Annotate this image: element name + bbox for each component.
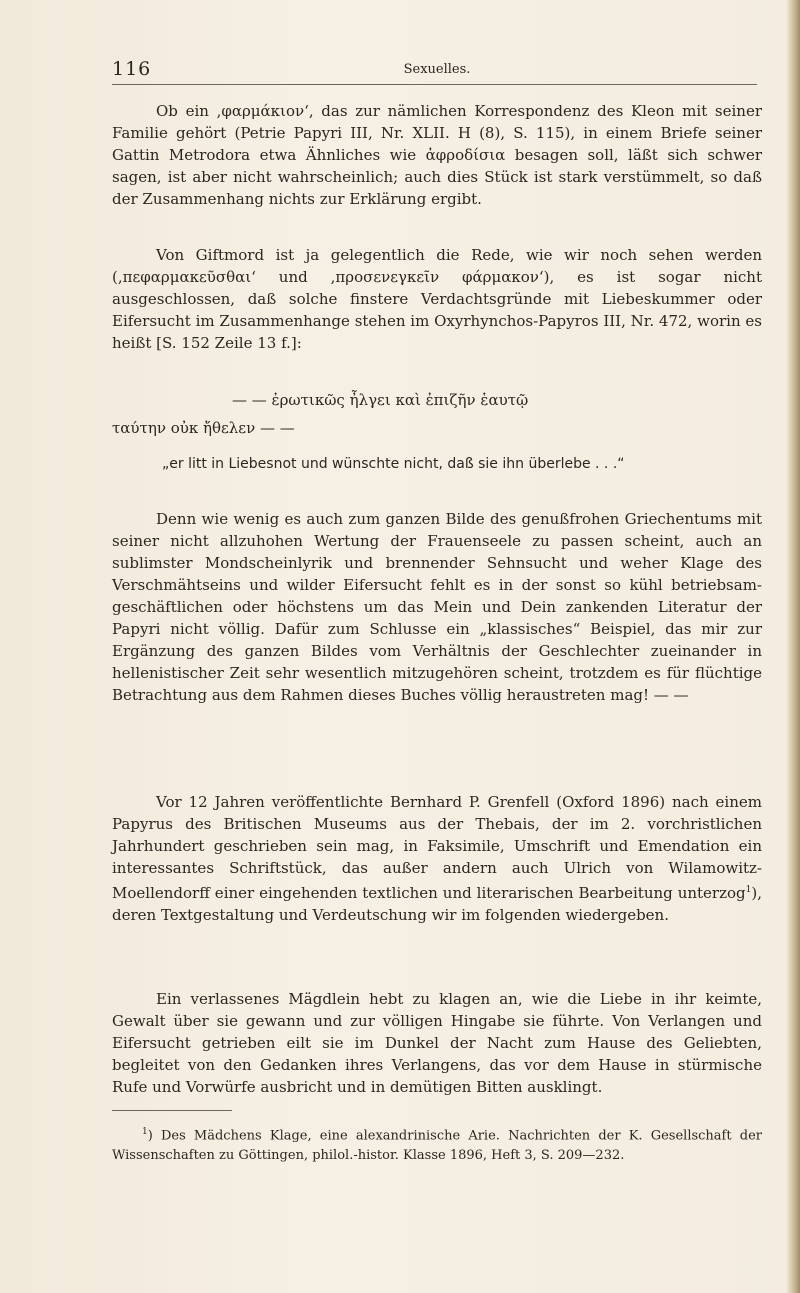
greek-quote-line-1: — — ἐρωτικῶς ἦλγει καὶ ἐπιζῆν ἑαυτῷ <box>232 391 529 409</box>
greek-quote-line-2: ταύτην οὐκ ἤθελεν — — <box>112 419 295 437</box>
footnote-reference: 1 <box>745 885 752 895</box>
footnote-marker: 1 <box>142 1127 148 1137</box>
footnote-text: ) Des Mädchens Klage, eine alexandrinische Arie. Nachrichten der K. Gesellschaft der Wissenschaften zu Göttingen, philol.-histor. Klasse 1896, Heft 3, S. 209—232. <box>112 1128 762 1164</box>
paragraph-1 <box>112 100 762 210</box>
page-header <box>112 58 762 84</box>
paragraph-5-text: Ein verlassenes Mägdlein hebt zu klagen an, wie die Liebe in ihr keimte, Gewalt über sie gewann und zur völligen Hingabe sie führte. Von Verlangen und Eifersucht getrieben eilt sie im Dunkel der Nacht zum Hause des Geliebten, begleitet von den Gedanken ihres Verlangens, das vor dem Hause in stürmische Rufe und Vorwürfe ausbricht und in demütigen Bitten ausklingt. <box>112 990 762 1096</box>
paragraph-5 <box>112 988 762 1098</box>
running-head: Sexuelles. <box>403 62 471 77</box>
footnote-rule <box>112 1110 232 1111</box>
header-rule <box>112 84 757 85</box>
paragraph-3 <box>112 508 762 706</box>
paragraph-4-text-end: ), deren Textgestaltung und Verdeutschung wir im folgenden wiedergeben. <box>112 884 762 924</box>
page-edge-shadow <box>786 0 800 1293</box>
page-number: 116 <box>112 58 152 80</box>
paragraph-1-text: Ob ein ,φαρμάκιον‘, das zur nämlichen Korrespondenz des Kleon mit seiner Familie gehört (Petrie Papyri III, Nr. XLII. H (8), S. 115), in einem Briefe seiner Gattin Metrodora etwa Ähnliches wie ἀφροδίσια besagen soll, läßt sich schwer sagen, ist aber nicht wahrscheinlich; auch dies Stück ist stark verstümmelt, so daß der Zusammenhang nichts zur Erklärung ergibt. <box>112 102 762 208</box>
paragraph-4-text: Vor 12 Jahren veröffentlichte Bernhard P. Grenfell (Oxford 1896) nach einem Papyrus des Britischen Museums aus der Thebais, der im 2. vorchristlichen Jahrhundert geschrieben sein mag, in Faksimile, Umschrift und Emendation ein interessantes Schriftstück, das außer andern auch Ulrich von Wilamowitz-Moellendorff einer eingehenden textlichen und literarischen Bearbeitung unterzog <box>112 793 762 902</box>
footnote <box>112 1122 762 1166</box>
paragraph-3-text: Denn wie wenig es auch zum ganzen Bilde des genußfrohen Griechentums mit seiner nicht allzuhohen Wertung der Frauenseele zu passen scheint, auch an sublimster Mondscheinlyrik und brennender Sehnsucht und weher Klage des Verschmähtseins und wilder Eifersucht fehlt es in der sonst so kühl betriebsam-geschäftlichen oder höchstens um das Mein und Dein zankenden Literatur der Papyri nicht völlig. Dafür zum Schlusse ein „klassisches“ Beispiel, das mir zur Ergänzung des ganzen Bildes vom Verhältnis der Geschlechter zueinander in hellenistischer Zeit sehr wesentlich mitzugehören scheint, trotzdem es für flüchtige Betrachtung aus dem Rahmen dieses Buches völlig heraustreten mag! — — <box>112 510 762 704</box>
paragraph-2 <box>112 244 762 354</box>
paragraph-2-text: Von Giftmord ist ja gelegentlich die Rede, wie wir noch sehen werden (,πεφαρμακεῦσθαι‘ und ,προσενεγκεῖν φάρμακον‘), es ist sogar nicht ausgeschlossen, daß solche finstere Verdachtsgründe mit Liebeskummer oder Eifersucht im Zusammenhange stehen im Oxyrhynchos-Papyros III, Nr. 472, worin es heißt [S. 152 Zeile 13 f.]: <box>112 246 762 352</box>
german-translation: „er litt in Liebesnot und wünschte nicht, daß sie ihn überlebe . . .“ <box>162 456 625 472</box>
paragraph-4 <box>112 791 762 926</box>
